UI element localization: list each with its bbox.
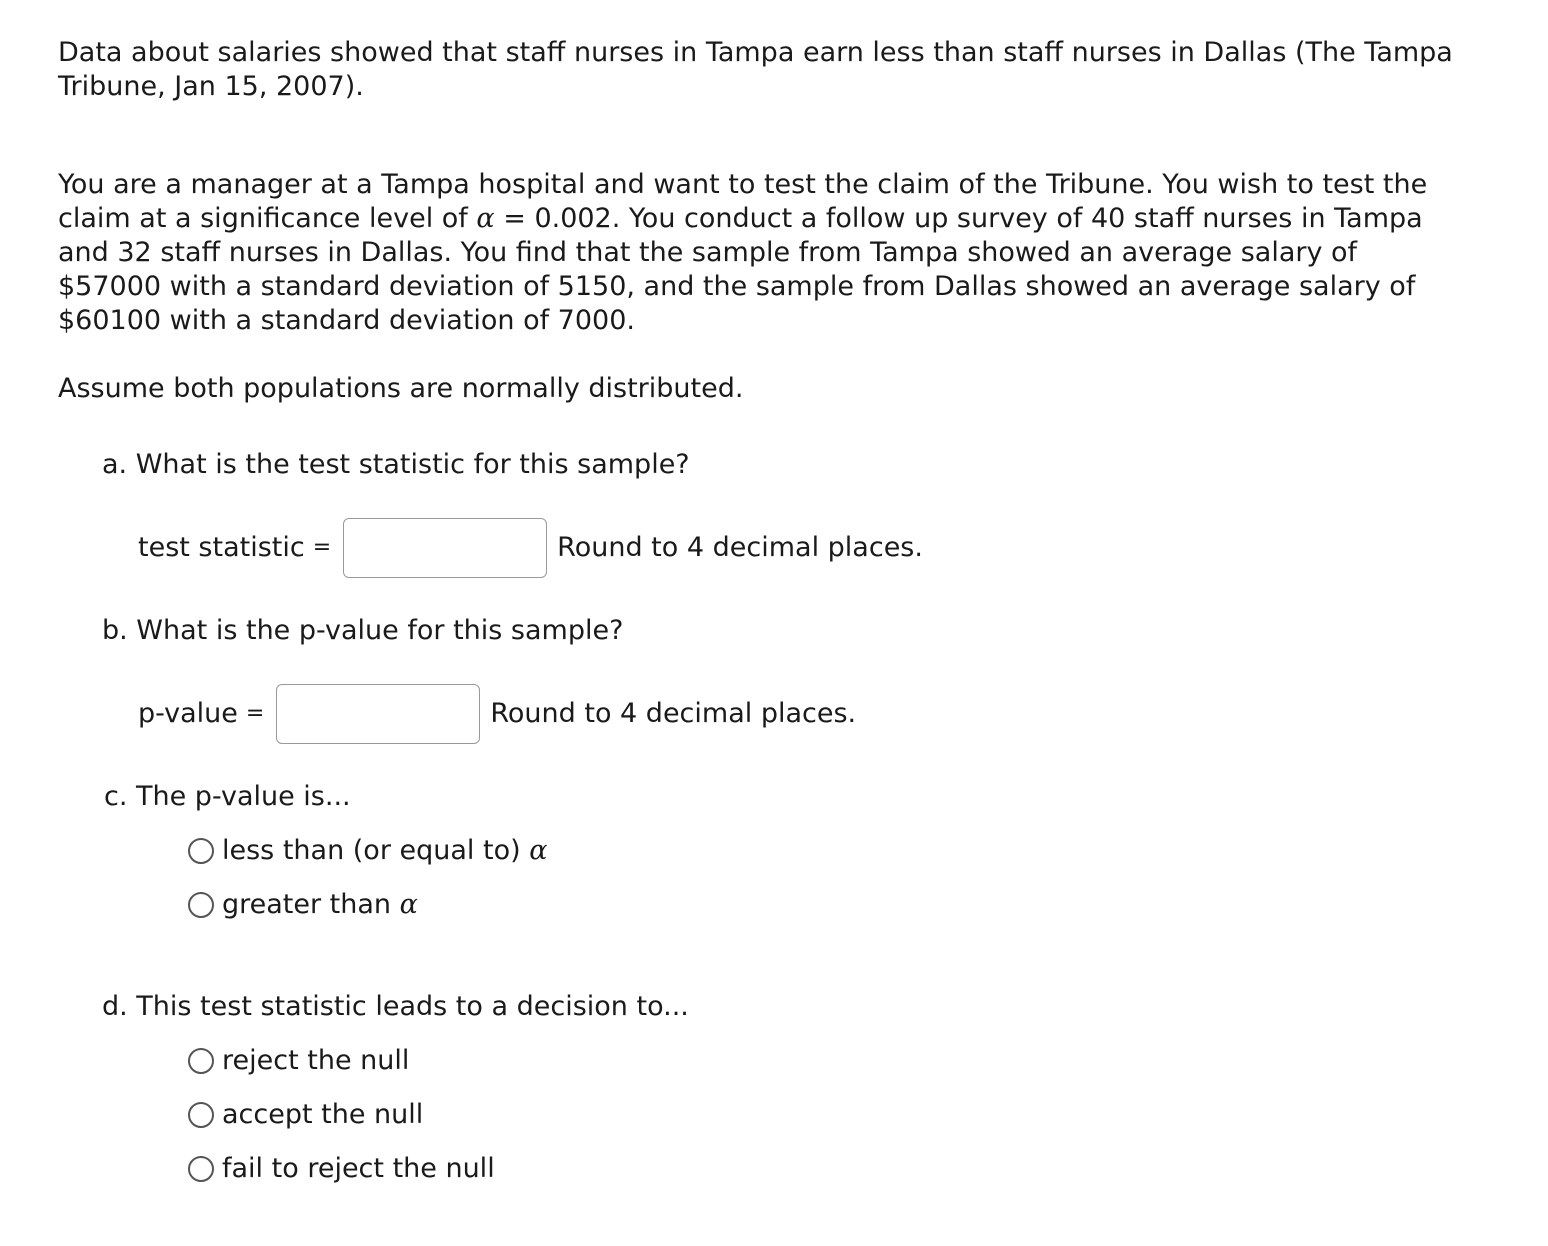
test-statistic-label: test statistic [138,532,305,563]
radio-option-label: less than (or equal to) [222,835,521,866]
radio-button[interactable] [188,838,214,864]
radio-option-fail-to-reject-null[interactable] [188,1152,495,1186]
equals-sign: = [312,535,332,560]
radio-option-less-than-alpha[interactable] [188,834,547,868]
equals-sign: = [245,701,265,726]
intro-paragraph-3: Assume both populations are normally distributed. [58,373,744,404]
radio-option-label: reject the null [222,1045,410,1076]
radio-option-greater-than-alpha[interactable] [188,888,418,922]
alpha-symbol: α [476,203,495,234]
question-a-label: a. What is the test statistic for this sample? [102,449,690,480]
question-d-label: d. This test statistic leads to a decision to... [102,991,689,1022]
p-value-label: p-value [138,698,238,729]
intro-paragraph-1: Data about salaries showed that staff nurses in Tampa earn less than staff nurses in Dallas (The Tampa Tribune, Jan 15, 2007). [58,37,1453,102]
radio-button[interactable] [188,892,214,918]
question-b-answer-row [138,684,856,744]
question-c-label: c. The p-value is... [104,781,351,812]
rounding-note: Round to 4 decimal places. [557,532,923,563]
p-value-input[interactable] [276,684,480,744]
question-a-answer-row [138,518,923,578]
radio-button[interactable] [188,1048,214,1074]
radio-option-label: fail to reject the null [222,1153,495,1184]
alpha-symbol: α [529,835,548,866]
radio-button[interactable] [188,1156,214,1182]
question-b-label: b. What is the p-value for this sample? [102,615,624,646]
alpha-symbol: α [399,889,418,920]
test-statistic-input[interactable] [343,518,547,578]
rounding-note: Round to 4 decimal places. [490,698,857,729]
radio-button[interactable] [188,1102,214,1128]
intro-paragraph-2-part1: You are a manager at a Tampa hospital and want to test the claim of the Tribune. You wish to test the claim at a significance level of [58,169,1428,234]
radio-option-reject-null[interactable] [188,1044,409,1078]
intro-paragraph-2 [58,168,1458,338]
intro-paragraph-2-part2: = 0.002. You conduct a follow up survey of 40 staff nurses in Tampa and 32 staff nurses in Dallas. You find that the sample from Tampa showed an average salary of $57000 with a standard deviation of 5150, and the sample from Dallas showed an average salary of $60100 with a standard deviation of 7000. [58,203,1423,336]
radio-option-accept-null[interactable] [188,1098,423,1132]
radio-option-label: accept the null [222,1099,424,1130]
radio-option-label: greater than [222,889,392,920]
